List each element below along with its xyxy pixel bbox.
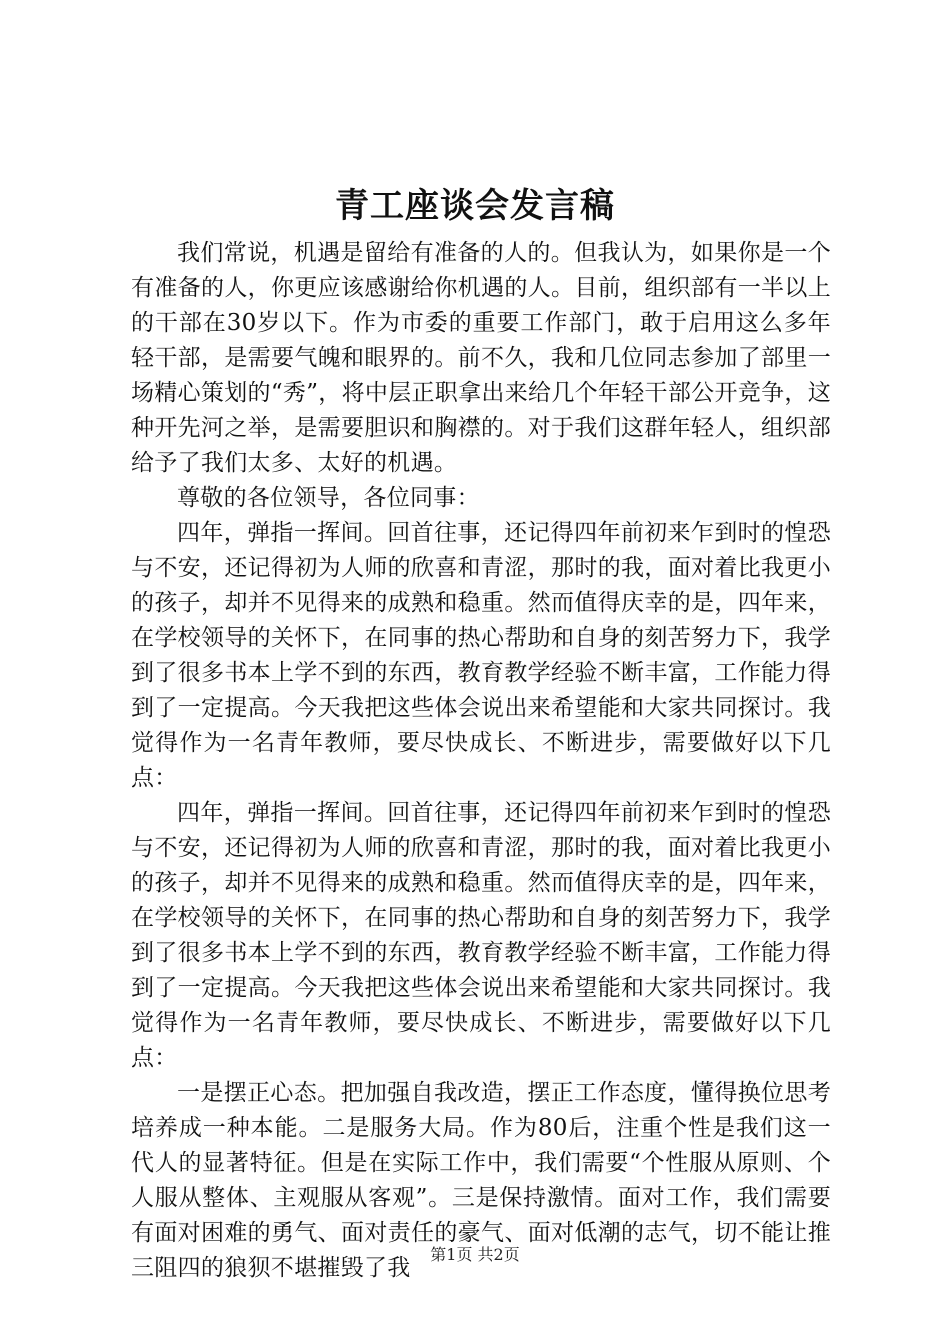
document-body	[131, 236, 831, 1286]
document-title: 青工座谈会发言稿	[335, 186, 615, 226]
paragraph-5: 一是摆正心态。把加强自我改造，摆正工作态度，懂得换位思考培养成一种本能。二是服务大局。作为80后，注重个性是我们这一代人的显著特征。但是在实际工作中，我们需要“个性服从原则、个人服从整体、主观服从客观”。三是保持激情。面对工作，我们需要有面对困难的勇气、面对责任的豪气、面对低潮的志气，切不能让推三阻四的狼狈不堪摧毁了我	[131, 1080, 831, 1281]
paragraph-4: 四年，弹指一挥间。回首往事，还记得四年前初来乍到时的惶恐与不安，还记得初为人师的欣喜和青涩，那时的我，面对着比我更小的孩子，却并不见得来的成熟和稳重。然而值得庆幸的是，四年来，在学校领导的关怀下，在同事的热心帮助和自身的刻苦努力下，我学到了很多书本上学不到的东西，教育教学经验不断丰富，工作能力得到了一定提高。今天我把这些体会说出来希望能和大家共同探讨。我觉得作为一名青年教师，要尽快成长、不断进步，需要做好以下几点：	[131, 800, 831, 1071]
page-number-footer: 第1页 共2页	[430, 1245, 520, 1264]
paragraph-3: 四年，弹指一挥间。回首往事，还记得四年前初来乍到时的惶恐与不安，还记得初为人师的欣喜和青涩，那时的我，面对着比我更小的孩子，却并不见得来的成熟和稳重。然而值得庆幸的是，四年来，在学校领导的关怀下，在同事的热心帮助和自身的刻苦努力下，我学到了很多书本上学不到的东西，教育教学经验不断丰富，工作能力得到了一定提高。今天我把这些体会说出来希望能和大家共同探讨。我觉得作为一名青年教师，要尽快成长、不断进步，需要做好以下几点：	[131, 520, 831, 791]
paragraph-1: 我们常说，机遇是留给有准备的人的。但我认为，如果你是一个有准备的人，你更应该感谢给你机遇的人。目前，组织部有一半以上的干部在30岁以下。作为市委的重要工作部门，敢于启用这么多年轻干部，是需要气魄和眼界的。前不久，我和几位同志参加了部里一场精心策划的“秀”，将中层正职拿出来给几个年轻干部公开竞争，这种开先河之举，是需要胆识和胸襟的。对于我们这群年轻人，组织部给予了我们太多、太好的机遇。	[131, 240, 831, 476]
paragraph-2: 尊敬的各位领导，各位同事：	[177, 485, 480, 511]
